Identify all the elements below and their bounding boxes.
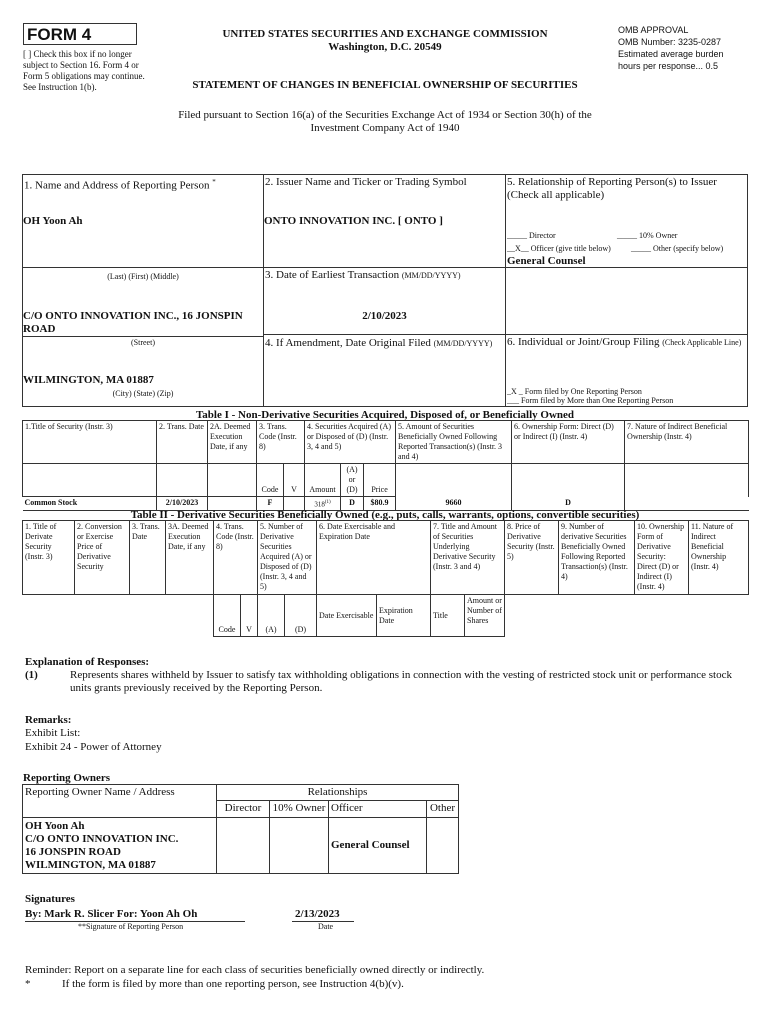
name-hint: (Last) (First) (Middle)	[107, 272, 179, 281]
amendment-label: 4. If Amendment, Date Original Filed (MM/DD/YYYY)	[265, 337, 493, 349]
t2-h-price: 8. Price of Derivative Security (Instr. 5)	[505, 521, 559, 595]
owners-col-relationships: Relationships	[217, 785, 459, 801]
t1-row-date: 2/10/2023	[157, 497, 208, 511]
omb-burden: Estimated average burden	[618, 49, 724, 59]
reporting-info-grid	[22, 174, 748, 407]
t2-h-owned: 9. Number of derivative Securities Beneficially Owned Following Reported Transaction(s) (Instr. 4)	[559, 521, 635, 595]
t2-h-conversion: 2. Conversion or Exercise Price of Derivative Security	[75, 521, 130, 595]
t1-row-amount-note: (1)	[324, 500, 331, 505]
t1-sub-v: V	[284, 464, 305, 497]
owners-addr-1: OH Yoon Ah	[25, 819, 85, 832]
t1-row-owned: 9660	[396, 497, 512, 511]
owners-officer-value: General Counsel	[329, 818, 427, 874]
signature-by: By: Mark R. Slicer For: Yoon Ah Oh	[25, 908, 198, 920]
t1-sub-code: Code	[257, 464, 284, 497]
t1-sub-price: Price	[364, 464, 396, 497]
agency-name: UNITED STATES SECURITIES AND EXCHANGE COMMISSION	[222, 28, 548, 40]
owners-addr-3: 16 JONSPIN ROAD	[25, 845, 121, 858]
form-title: FORM 4	[27, 25, 92, 44]
t1-row-form: D	[512, 497, 625, 511]
t1-row-amount: 318	[314, 500, 325, 509]
filed-pursuant-line-2: Investment Company Act of 1940	[310, 122, 460, 134]
remarks-line-2: Exhibit 24 - Power of Attorney	[25, 741, 162, 753]
owners-col-director: Director	[217, 801, 270, 818]
remarks-line-1: Exhibit List:	[25, 727, 81, 739]
reminder-text: Reminder: Report on a separate line for each class of securities beneficially owned directly or indirectly.	[25, 964, 485, 976]
officer-checkbox[interactable]: __X__ Officer (give title below)	[507, 244, 611, 253]
reporting-owners-table	[22, 784, 459, 874]
t1-h-amount-owned: 5. Amount of Securities Beneficially Owned Following Reported Transaction(s) (Instr. 3 and 4)	[396, 421, 512, 464]
signature-caption: **Signature of Reporting Person	[78, 922, 184, 931]
omb-approval	[618, 24, 758, 72]
explanation-heading: Explanation of Responses:	[25, 656, 150, 668]
owners-addr-4: WILMINGTON, MA 01887	[25, 858, 156, 871]
t2-sub-amount: Amount or Number of Shares	[465, 595, 505, 637]
t2-h-number: 5. Number of Derivative Securities Acquired (A) or Disposed of (D) (Instr. 3, 4 and 5)	[258, 521, 317, 595]
t2-sub-title: Title	[431, 595, 465, 637]
owners-row	[23, 818, 459, 874]
signatures-heading: Signatures	[25, 893, 75, 905]
table2-title: Table II - Derivative Securities Beneficially Owned (e.g., puts, calls, warrants, options, convertible securities)	[130, 509, 640, 521]
reporting-person-label-mark: *	[212, 178, 216, 186]
t1-h-acquired: 4. Securities Acquired (A) or Disposed of (D) (Instr. 3, 4 and 5)	[305, 421, 396, 464]
t1-row-aord: D	[341, 497, 364, 511]
owners-col-officer: Officer	[329, 801, 427, 818]
omb-hours: hours per response... 0.5	[618, 61, 719, 71]
relationship-sublabel: (Check all applicable)	[507, 189, 605, 201]
reporting-person-street: C/O ONTO INNOVATION INC., 16 JONSPIN ROAD	[23, 310, 243, 335]
signature-date: 2/13/2023	[295, 908, 340, 920]
owners-addr-2: C/O ONTO INNOVATION INC.	[25, 832, 179, 845]
reporting-person-label: 1. Name and Address of Reporting Person *	[24, 178, 216, 192]
filing-hint: (Check Applicable Line)	[662, 338, 742, 347]
earliest-transaction-label: 3. Date of Earliest Transaction (MM/DD/YYYY)	[265, 269, 461, 281]
t2-h-nature: 11. Nature of Indirect Beneficial Ownership (Instr. 4)	[689, 521, 749, 595]
officer-title: General Counsel	[507, 255, 586, 267]
filed-by-more-persons-checkbox[interactable]: ___ Form filed by More than One Reporting Person	[507, 396, 674, 405]
t2-h-title: 1. Title of Derivate Security (Instr. 3)	[23, 521, 75, 595]
t2-h-underlying: 7. Title and Amount of Securities Underlying Derivative Security (Instr. 3 and 4)	[431, 521, 505, 595]
t1-h-deemed: 2A. Deemed Execution Date, if any	[208, 421, 257, 464]
statement-title: STATEMENT OF CHANGES IN BENEFICIAL OWNERSHIP OF SECURITIES	[192, 79, 578, 91]
street-hint: (Street)	[131, 338, 155, 347]
date-caption: Date	[318, 922, 334, 931]
owners-col-other: Other	[427, 801, 459, 818]
t1-h-ownership-form: 6. Ownership Form: Direct (D) or Indirect (I) (Instr. 4)	[512, 421, 625, 464]
t2-sub-a: (A)	[258, 595, 285, 637]
table1	[22, 420, 749, 511]
owners-col-name: Reporting Owner Name / Address	[23, 785, 217, 801]
table1-title: Table I - Non-Derivative Securities Acquired, Disposed of, or Beneficially Owned	[195, 409, 575, 421]
t1-h-nature: 7. Nature of Indirect Beneficial Ownership (Instr. 4)	[625, 421, 749, 464]
t1-sub-amount: Amount	[305, 464, 341, 497]
t1-h-date: 2. Trans. Date	[157, 421, 208, 464]
reporting-person-city: WILMINGTON, MA 01887	[23, 374, 154, 386]
city-hint: (City) (State) (Zip)	[112, 389, 174, 398]
t2-sub-expiration: Expiration Date	[377, 595, 431, 637]
reporting-person-name: OH Yoon Ah	[23, 215, 83, 227]
remarks-heading: Remarks:	[25, 714, 72, 726]
t1-row-code: F	[257, 497, 284, 511]
issuer-name: ONTO INNOVATION INC. [ ONTO ]	[264, 215, 443, 227]
amendment-hint: (MM/DD/YYYY)	[433, 339, 493, 348]
filed-pursuant-line-1: Filed pursuant to Section 16(a) of the Securities Exchange Act of 1934 or Section 30(h) of the	[178, 109, 592, 121]
footnote-star-text: If the form is filed by more than one reporting person, see Instruction 4(b)(v).	[62, 978, 404, 990]
omb-number: OMB Number: 3235-0287	[618, 37, 722, 47]
t2-h-deemed: 3A. Deemed Execution Date, if any	[166, 521, 214, 595]
explanation-text: Represents shares withheld by Issuer to satisfy tax withholding obligations in connection with the vesting of restricted stock unit or performance stock units grants previously received by the Reporting Person.	[70, 669, 732, 694]
agency-address: Washington, D.C. 20549	[328, 41, 442, 53]
ten-percent-owner-checkbox[interactable]: _____ 10% Owner	[617, 231, 678, 240]
footnote-star: *	[25, 978, 31, 990]
filing-label: 6. Individual or Joint/Group Filing (Check Applicable Line)	[507, 336, 742, 348]
t2-sub-code: Code	[214, 595, 241, 637]
t1-row-security: Common Stock	[23, 497, 157, 511]
t2-h-code: 4. Trans. Code (Instr. 8)	[214, 521, 258, 595]
issuer-label: 2. Issuer Name and Ticker or Trading Symbol	[265, 176, 467, 188]
owners-address	[23, 818, 217, 874]
t1-h-code: 3. Trans. Code (Instr. 8)	[257, 421, 305, 464]
t2-sub-v: V	[241, 595, 258, 637]
form-title-box	[23, 23, 137, 45]
t2-h-exercisable: 6. Date Exercisable and Expiration Date	[317, 521, 431, 595]
t2-h-form: 10. Ownership Form of Derivative Security: Direct (D) or Indirect (I) (Instr. 4)	[635, 521, 689, 595]
relationship-label: 5. Relationship of Reporting Person(s) to Issuer	[507, 176, 717, 188]
filed-by-one-person-checkbox[interactable]: _X _ Form filed by One Reporting Person	[507, 387, 642, 396]
earliest-transaction-hint: (MM/DD/YYYY)	[401, 271, 461, 280]
director-checkbox[interactable]: _____ Director	[507, 231, 556, 240]
t2-sub-exercisable: Date Exercisable	[317, 595, 377, 637]
t2-sub-d: (D)	[285, 595, 317, 637]
table2	[22, 520, 749, 637]
t1-h-title: 1.Title of Security (Instr. 3)	[23, 421, 157, 464]
owners-col-ten-pct: 10% Owner	[270, 801, 329, 818]
t1-row-price: $80.9	[364, 497, 396, 511]
other-checkbox[interactable]: _____ Other (specify below)	[631, 244, 724, 253]
explanation-number: (1)	[25, 669, 38, 681]
earliest-transaction-date: 2/10/2023	[362, 310, 407, 322]
t1-sub-aord: (A) or (D)	[341, 464, 364, 497]
owners-heading: Reporting Owners	[23, 772, 111, 784]
t2-h-date: 3. Trans. Date	[130, 521, 166, 595]
omb-line-1: OMB APPROVAL	[618, 25, 689, 35]
no-longer-subject-checkbox[interactable]: [ ] Check this box if no longer subject to Section 16. Form 4 or Form 5 obligations may continue. See Instruction 1(b).	[23, 49, 145, 92]
